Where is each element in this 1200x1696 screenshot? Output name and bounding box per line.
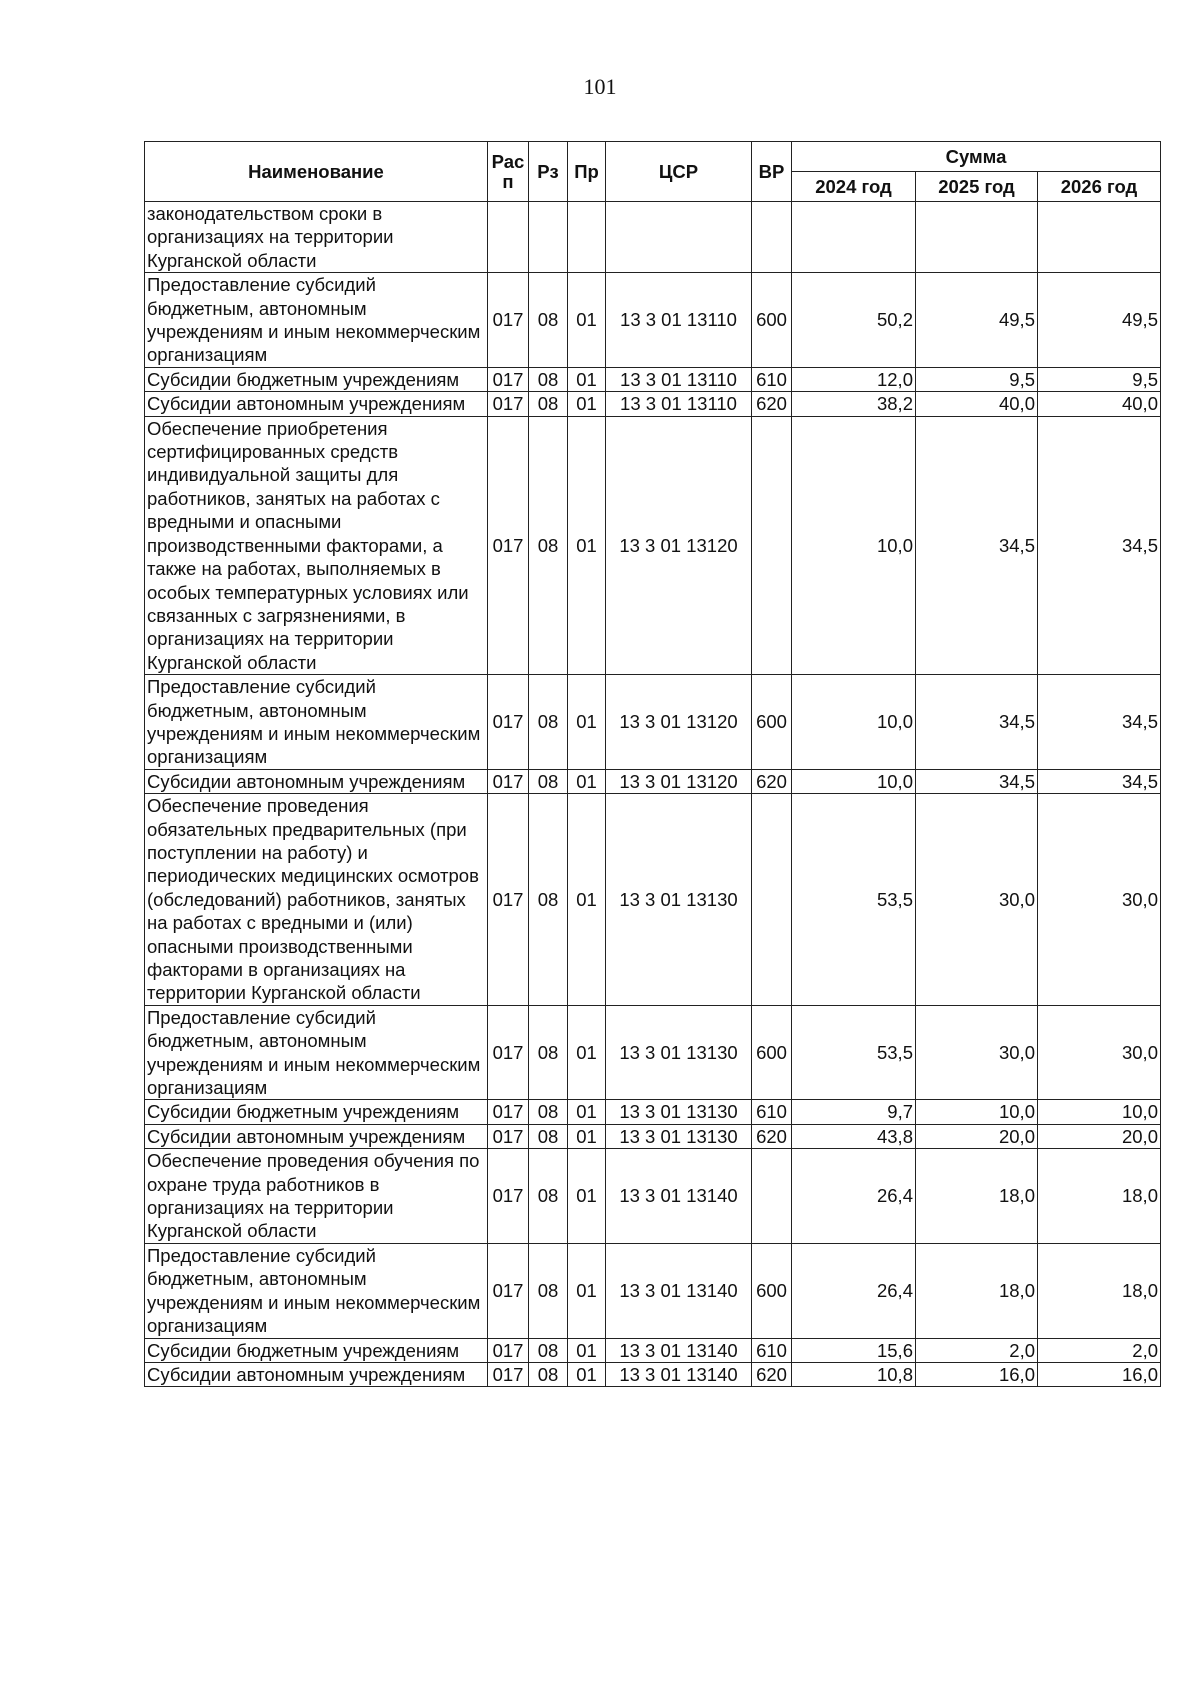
cell-rasp: 017	[488, 794, 529, 1006]
cell-name: Предоставление субсидий бюджетным, автономным учреждениям и иным некоммерческим организациям	[145, 1005, 488, 1100]
table-row	[145, 1243, 1161, 1338]
cell-amount-2024: 26,4	[792, 1149, 916, 1244]
cell-rz: 08	[529, 1124, 568, 1148]
table-row	[145, 416, 1161, 674]
cell-amount-2026: 49,5	[1038, 273, 1161, 368]
cell-pr: 01	[568, 1243, 606, 1338]
cell-amount-2026: 34,5	[1038, 675, 1161, 770]
header-vr: ВР	[752, 142, 792, 202]
cell-vr: 610	[752, 1100, 792, 1124]
cell-name: Субсидии автономным учреждениям	[145, 392, 488, 416]
cell-amount-2025: 16,0	[916, 1362, 1038, 1386]
cell-csr: 13 3 01 13140	[606, 1243, 752, 1338]
cell-csr: 13 3 01 13130	[606, 1005, 752, 1100]
cell-name: Субсидии бюджетным учреждениям	[145, 1338, 488, 1362]
cell-name: Предоставление субсидий бюджетным, автономным учреждениям и иным некоммерческим организациям	[145, 675, 488, 770]
cell-amount-2024: 10,0	[792, 769, 916, 793]
cell-amount-2024: 10,8	[792, 1362, 916, 1386]
cell-rasp: 017	[488, 1149, 529, 1244]
cell-name: Предоставление субсидий бюджетным, автономным учреждениям и иным некоммерческим организациям	[145, 1243, 488, 1338]
cell-vr: 600	[752, 1243, 792, 1338]
header-rz: Рз	[529, 142, 568, 202]
cell-amount-2025: 30,0	[916, 1005, 1038, 1100]
table-row	[145, 769, 1161, 793]
cell-pr: 01	[568, 1100, 606, 1124]
cell-vr	[752, 794, 792, 1006]
cell-amount-2024: 53,5	[792, 1005, 916, 1100]
cell-name: Субсидии автономным учреждениям	[145, 769, 488, 793]
cell-rasp: 017	[488, 1362, 529, 1386]
cell-amount-2026: 30,0	[1038, 794, 1161, 1006]
table-row	[145, 367, 1161, 391]
cell-rz: 08	[529, 1362, 568, 1386]
cell-amount-2024: 50,2	[792, 273, 916, 368]
cell-rasp: 017	[488, 1124, 529, 1148]
header-2025: 2025 год	[916, 172, 1038, 202]
cell-rasp: 017	[488, 416, 529, 674]
cell-csr: 13 3 01 13110	[606, 273, 752, 368]
cell-pr: 01	[568, 1338, 606, 1362]
header-2024: 2024 год	[792, 172, 916, 202]
cell-amount-2024: 10,0	[792, 675, 916, 770]
table-row	[145, 202, 1161, 273]
cell-vr	[752, 416, 792, 674]
cell-pr: 01	[568, 392, 606, 416]
cell-rz: 08	[529, 1005, 568, 1100]
cell-rz: 08	[529, 416, 568, 674]
cell-amount-2025: 18,0	[916, 1149, 1038, 1244]
cell-rz	[529, 202, 568, 273]
table-row	[145, 794, 1161, 1006]
cell-amount-2025: 34,5	[916, 769, 1038, 793]
cell-vr	[752, 1149, 792, 1244]
cell-name: Предоставление субсидий бюджетным, автономным учреждениям и иным некоммерческим организациям	[145, 273, 488, 368]
cell-amount-2026: 16,0	[1038, 1362, 1161, 1386]
cell-rz: 08	[529, 392, 568, 416]
table-row	[145, 675, 1161, 770]
cell-amount-2024: 10,0	[792, 416, 916, 674]
cell-amount-2026: 18,0	[1038, 1149, 1161, 1244]
cell-vr: 620	[752, 1124, 792, 1148]
cell-rasp: 017	[488, 367, 529, 391]
cell-rasp: 017	[488, 1338, 529, 1362]
cell-rasp	[488, 202, 529, 273]
table-row	[145, 1362, 1161, 1386]
cell-rz: 08	[529, 769, 568, 793]
cell-amount-2026: 9,5	[1038, 367, 1161, 391]
header-pr: Пр	[568, 142, 606, 202]
cell-amount-2026: 30,0	[1038, 1005, 1161, 1100]
cell-amount-2025: 49,5	[916, 273, 1038, 368]
cell-pr: 01	[568, 794, 606, 1006]
header-row-top	[145, 142, 1161, 172]
cell-amount-2025: 34,5	[916, 416, 1038, 674]
cell-amount-2024: 15,6	[792, 1338, 916, 1362]
cell-csr: 13 3 01 13140	[606, 1338, 752, 1362]
table-row	[145, 1100, 1161, 1124]
cell-amount-2026: 34,5	[1038, 416, 1161, 674]
cell-vr: 610	[752, 367, 792, 391]
cell-name: Субсидии автономным учреждениям	[145, 1362, 488, 1386]
cell-name: Обеспечение приобретения сертифицированных средств индивидуальной защиты для работников, занятых на работах с вредными и опасными производственными факторами, а также на работах, выполняемых в особых температурных условиях или связанных с загрязнениями, в организациях на территории Курганской области	[145, 416, 488, 674]
cell-amount-2025: 34,5	[916, 675, 1038, 770]
header-rasp: Рас п	[488, 142, 529, 202]
cell-pr: 01	[568, 769, 606, 793]
table-header	[145, 142, 1161, 202]
cell-amount-2026: 10,0	[1038, 1100, 1161, 1124]
cell-amount-2024: 9,7	[792, 1100, 916, 1124]
cell-name: Обеспечение проведения обучения по охране труда работников в организациях на территории Курганской области	[145, 1149, 488, 1244]
cell-amount-2026	[1038, 202, 1161, 273]
cell-name: Субсидии бюджетным учреждениям	[145, 367, 488, 391]
cell-amount-2024: 38,2	[792, 392, 916, 416]
cell-name: Субсидии автономным учреждениям	[145, 1124, 488, 1148]
cell-vr	[752, 202, 792, 273]
cell-rz: 08	[529, 1243, 568, 1338]
cell-rz: 08	[529, 675, 568, 770]
cell-amount-2024: 43,8	[792, 1124, 916, 1148]
cell-vr: 600	[752, 1005, 792, 1100]
cell-amount-2026: 18,0	[1038, 1243, 1161, 1338]
cell-rz: 08	[529, 1338, 568, 1362]
header-2026: 2026 год	[1038, 172, 1161, 202]
cell-rz: 08	[529, 1149, 568, 1244]
cell-rasp: 017	[488, 675, 529, 770]
cell-rasp: 017	[488, 1005, 529, 1100]
header-csr: ЦСР	[606, 142, 752, 202]
cell-csr: 13 3 01 13120	[606, 675, 752, 770]
table-row	[145, 1149, 1161, 1244]
cell-pr: 01	[568, 416, 606, 674]
cell-csr: 13 3 01 13140	[606, 1149, 752, 1244]
cell-rasp: 017	[488, 273, 529, 368]
cell-amount-2025: 40,0	[916, 392, 1038, 416]
cell-amount-2025	[916, 202, 1038, 273]
cell-amount-2025: 10,0	[916, 1100, 1038, 1124]
cell-csr: 13 3 01 13140	[606, 1362, 752, 1386]
cell-amount-2024: 53,5	[792, 794, 916, 1006]
page-number: 101	[583, 74, 617, 99]
cell-pr: 01	[568, 273, 606, 368]
cell-rz: 08	[529, 1100, 568, 1124]
cell-name: Субсидии бюджетным учреждениям	[145, 1100, 488, 1124]
cell-pr: 01	[568, 675, 606, 770]
cell-rasp: 017	[488, 392, 529, 416]
table-row	[145, 1338, 1161, 1362]
cell-rasp: 017	[488, 769, 529, 793]
cell-name: законодательством сроки в организациях на территории Курганской области	[145, 202, 488, 273]
cell-rz: 08	[529, 794, 568, 1006]
cell-csr	[606, 202, 752, 273]
cell-pr	[568, 202, 606, 273]
cell-amount-2024: 12,0	[792, 367, 916, 391]
cell-amount-2025: 18,0	[916, 1243, 1038, 1338]
cell-rasp: 017	[488, 1243, 529, 1338]
cell-csr: 13 3 01 13120	[606, 769, 752, 793]
cell-amount-2025: 9,5	[916, 367, 1038, 391]
cell-pr: 01	[568, 1362, 606, 1386]
cell-amount-2026: 2,0	[1038, 1338, 1161, 1362]
cell-pr: 01	[568, 1149, 606, 1244]
cell-amount-2026: 34,5	[1038, 769, 1161, 793]
cell-rz: 08	[529, 273, 568, 368]
cell-rasp: 017	[488, 1100, 529, 1124]
cell-vr: 620	[752, 392, 792, 416]
cell-pr: 01	[568, 1124, 606, 1148]
cell-rz: 08	[529, 367, 568, 391]
cell-csr: 13 3 01 13130	[606, 1124, 752, 1148]
cell-amount-2025: 20,0	[916, 1124, 1038, 1148]
header-sum: Сумма	[792, 142, 1161, 172]
cell-amount-2026: 40,0	[1038, 392, 1161, 416]
cell-amount-2024: 26,4	[792, 1243, 916, 1338]
cell-amount-2026: 20,0	[1038, 1124, 1161, 1148]
cell-csr: 13 3 01 13130	[606, 1100, 752, 1124]
budget-table	[144, 141, 1161, 1387]
cell-csr: 13 3 01 13120	[606, 416, 752, 674]
table-row	[145, 1124, 1161, 1148]
cell-vr: 600	[752, 675, 792, 770]
table-row	[145, 1005, 1161, 1100]
table-body	[145, 202, 1161, 1387]
cell-csr: 13 3 01 13110	[606, 392, 752, 416]
cell-vr: 600	[752, 273, 792, 368]
header-name: Наименование	[145, 142, 488, 202]
cell-csr: 13 3 01 13110	[606, 367, 752, 391]
cell-amount-2024	[792, 202, 916, 273]
cell-amount-2025: 2,0	[916, 1338, 1038, 1362]
table-row	[145, 273, 1161, 368]
cell-amount-2025: 30,0	[916, 794, 1038, 1006]
cell-name: Обеспечение проведения обязательных предварительных (при поступлении на работу) и периодических медицинских осмотров (обследований) работников, занятых на работах с вредными и (или) опасными производственными факторами в организациях на территории Курганской области	[145, 794, 488, 1006]
cell-pr: 01	[568, 367, 606, 391]
cell-vr: 610	[752, 1338, 792, 1362]
cell-pr: 01	[568, 1005, 606, 1100]
cell-vr: 620	[752, 1362, 792, 1386]
table-row	[145, 392, 1161, 416]
cell-csr: 13 3 01 13130	[606, 794, 752, 1006]
cell-vr: 620	[752, 769, 792, 793]
